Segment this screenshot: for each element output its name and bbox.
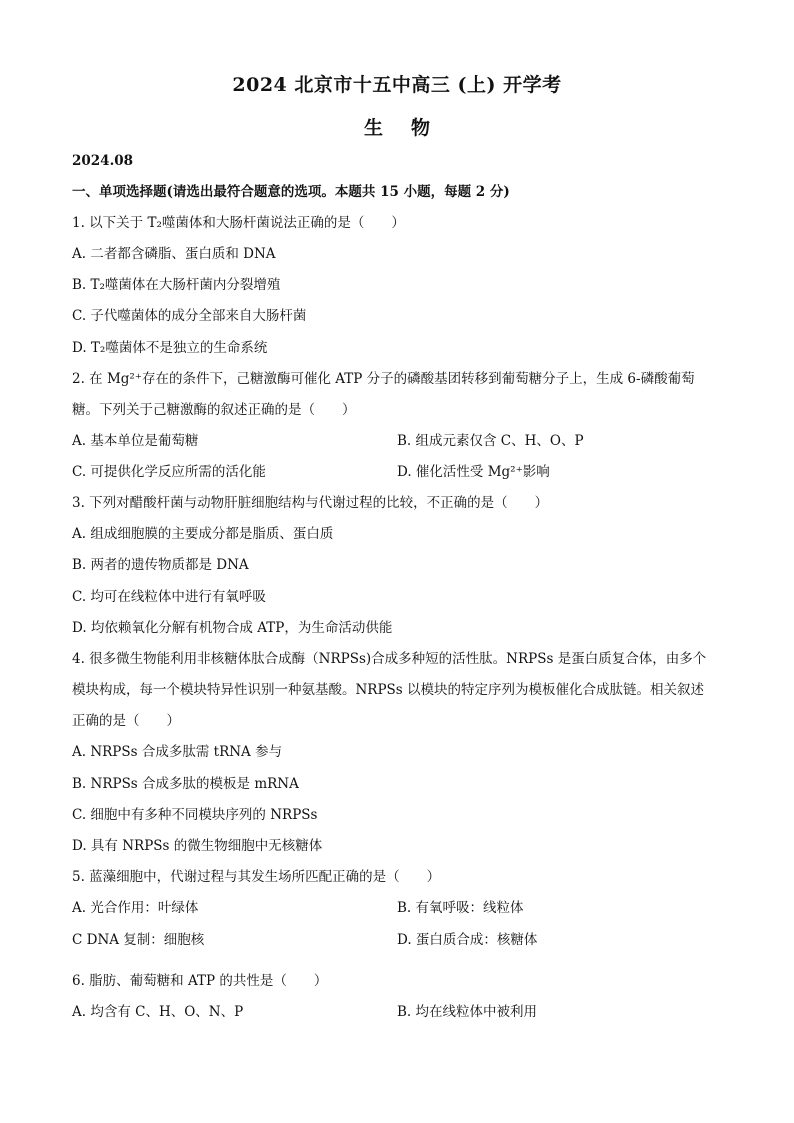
- question-3-option-d: D. 均依赖氧化分解有机物合成 ATP，为生命活动供能: [72, 620, 393, 636]
- exam-title: 2024 北京市十五中高三 (上) 开学考: [232, 74, 562, 96]
- question-3-stem: 3. 下列对醋酸杆菌与动物肝脏细胞结构与代谢过程的比较，不正确的是（ ）: [72, 495, 549, 511]
- question-5-option-b: B. 有氧呼吸：线粒体: [397, 900, 524, 916]
- question-3-option-b: B. 两者的遗传物质都是 DNA: [72, 557, 249, 573]
- question-1-option-b: B. T₂噬菌体在大肠杆菌内分裂增殖: [72, 277, 281, 293]
- question-4-option-a: A. NRPSs 合成多肽需 tRNA 参与: [72, 744, 283, 760]
- question-4-option-c: C. 细胞中有多种不同模块序列的 NRPSs: [72, 807, 318, 823]
- question-4-stem-line-3: 正确的是（ ）: [72, 713, 180, 729]
- question-3-option-a: A. 组成细胞膜的主要成分都是脂质、蛋白质: [72, 526, 334, 542]
- question-6-option-b: B. 均在线粒体中被利用: [397, 1004, 538, 1020]
- question-2-stem-line-1: 2. 在 Mg²⁺存在的条件下，己糖激酶可催化 ATP 分子的磷酸基团转移到葡萄糖分子上，生成 6-磷酸葡萄: [72, 371, 695, 387]
- question-6-option-a: A. 均含有 C、H、O、N、P: [72, 1004, 244, 1020]
- question-2-stem-line-2: 糖。下列关于己糖激酶的叙述正确的是（ ）: [72, 402, 356, 418]
- question-1-option-d: D. T₂噬菌体不是独立的生命系统: [72, 340, 268, 356]
- question-6-stem: 6. 脂肪、葡萄糖和 ATP 的共性是（ ）: [72, 973, 328, 989]
- question-5-stem: 5. 蓝藻细胞中，代谢过程与其发生场所匹配正确的是（ ）: [72, 869, 441, 885]
- exam-date: 2024.08: [72, 153, 134, 169]
- subject-title: 生物: [363, 117, 458, 139]
- question-2-option-a: A. 基本单位是葡萄糖: [72, 433, 199, 449]
- question-2-option-b: B. 组成元素仅含 C、H、O、P: [397, 433, 584, 449]
- question-4-option-b: B. NRPSs 合成多肽的模板是 mRNA: [72, 776, 299, 792]
- question-2-option-c: C. 可提供化学反应所需的活化能: [72, 464, 266, 480]
- question-4-option-d: D. 具有 NRPSs 的微生物细胞中无核糖体: [72, 838, 323, 854]
- question-5-option-c: C DNA 复制：细胞核: [72, 932, 205, 948]
- question-3-option-c: C. 均可在线粒体中进行有氧呼吸: [72, 589, 266, 605]
- question-5-option-d: D. 蛋白质合成：核糖体: [397, 932, 538, 948]
- question-1-option-a: A. 二者都含磷脂、蛋白质和 DNA: [72, 246, 276, 262]
- question-1-option-c: C. 子代噬菌体的成分全部来自大肠杆菌: [72, 308, 307, 324]
- question-4-stem-line-2: 模块构成，每一个模块特异性识别一种氨基酸。NRPSs 以模块的特定序列为模板催化合成肽链。相关叙述: [72, 682, 705, 698]
- question-4-stem-line-1: 4. 很多微生物能利用非核糖体肽合成酶（NRPSs)合成多种短的活性肽。NRPSs 是蛋白质复合体，由多个: [72, 651, 707, 667]
- question-5-option-a: A. 光合作用：叶绿体: [72, 900, 199, 916]
- section-heading: 一、单项选择题(请选出最符合题意的选项。本题共 15 小题，每题 2 分): [72, 184, 510, 200]
- question-2-option-d: D. 催化活性受 Mg²⁺影响: [397, 464, 550, 480]
- question-1-stem: 1. 以下关于 T₂噬菌体和大肠杆菌说法正确的是（ ）: [72, 215, 405, 231]
